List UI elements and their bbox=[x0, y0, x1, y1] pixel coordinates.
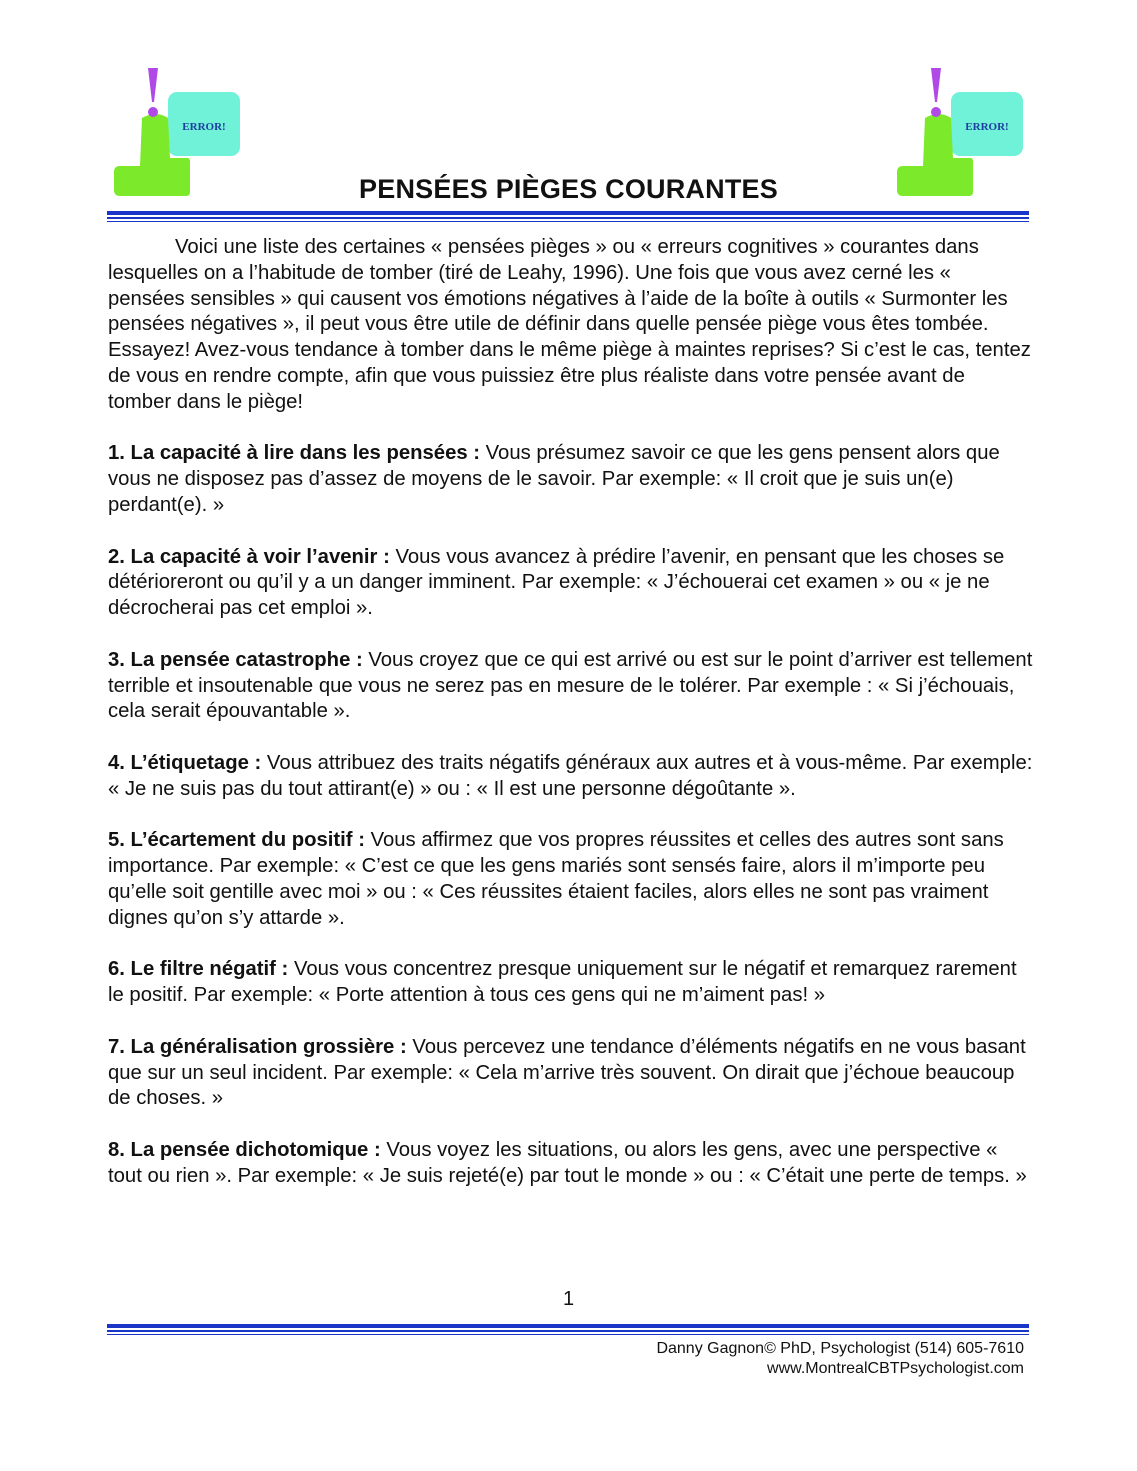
website-url: www.MontrealCBTPsychologist.com bbox=[767, 1360, 1024, 1377]
trap-label: 3. La pensée catastrophe : bbox=[108, 648, 363, 671]
intro-paragraph: Voici une liste des certaines « pensées pièges » ou « erreurs cognitives » courantes dans lesquelles on a l’habitude de tomber (tiré de Leahy, 1996). Une fois que vous avez cerné les « pensées sensibles » qui causent vos émotions négatives à l’aide de la boîte à outils « Surmonter les pensées négatives », il peut vous être utile de définir dans quelle pensée piège vous êtes tombée. Essayez! Avez-vous tendance à tomber dans le même piège à maintes reprises? Si c’est le cas, tentez de vous en rendre compte, afin que vous puissiez être plus réaliste dans votre pensée avant de tomber dans le piège! bbox=[108, 236, 1031, 413]
document-body bbox=[108, 235, 1033, 1215]
trap-item-7 bbox=[108, 1035, 1033, 1112]
trap-label: 8. La pensée dichotomique : bbox=[108, 1138, 381, 1161]
author-contact: Danny Gagnon© PhD, Psychologist (514) 605-7610 bbox=[656, 1340, 1024, 1357]
trap-item-6 bbox=[108, 957, 1033, 1009]
trap-item-8 bbox=[108, 1138, 1033, 1190]
trap-description: Vous affirmez que vos propres réussites et celles des autres sont sans importance. Par exemple: « C’est ce que les gens mariés sont sensés faire, alors il m’importe peu qu’elle soit gentille avec moi » ou : « Ces réussites étaient faciles, alors elles ne sont pas vraiment dignes qu’on s’y attarde ». bbox=[108, 829, 1004, 929]
trap-item-1 bbox=[108, 441, 1033, 518]
page-number: 1 bbox=[562, 1288, 575, 1310]
trap-label: 6. Le filtre négatif : bbox=[108, 958, 289, 981]
page-title: PENSÉES PIÈGES COURANTES bbox=[359, 174, 778, 204]
footer-divider bbox=[107, 1324, 1029, 1335]
trap-label: 4. L’étiquetage : bbox=[108, 751, 262, 774]
trap-description: Vous attribuez des traits négatifs généraux aux autres et à vous-même. Par exemple: « Je ne suis pas du tout attirant(e) » ou : « Il est une personne dégoûtante ». bbox=[108, 751, 1033, 800]
header-divider bbox=[107, 211, 1029, 222]
trap-label: 2. La capacité à voir l’avenir : bbox=[108, 545, 390, 568]
trap-item-5 bbox=[108, 828, 1033, 931]
trap-item-2 bbox=[108, 545, 1033, 622]
footer bbox=[656, 1339, 1024, 1379]
trap-description: Vous vous concentrez presque uniquement sur le négatif et remarquez rarement le positif. Par exemple: « Porte attention à tous ces gens qui ne m’aiment pas! » bbox=[108, 958, 1017, 1007]
logo-label: ERROR! bbox=[965, 121, 1009, 133]
trap-description: Vous voyez les situations, ou alors les gens, avec une perspective « tout ou rien ». Par exemple: « Je suis rejeté(e) par tout le monde » ou : « C’était une perte de temps. » bbox=[108, 1138, 1027, 1187]
trap-description: Vous présumez savoir ce que les gens pensent alors que vous ne disposez pas d’assez de moyens de le savoir. Par exemple: « Il croit que je suis un(e) perdant(e). » bbox=[108, 442, 1000, 516]
trap-item-3 bbox=[108, 648, 1033, 725]
trap-description: Vous croyez que ce qui est arrivé ou est sur le point d’arriver est tellement terrible et insoutenable que vous ne serez pas en mesure de le tolérer. Par exemple : « Si j’échouais, cela serait épouvantable ». bbox=[108, 648, 1033, 723]
trap-label: 1. La capacité à lire dans les pensées : bbox=[108, 442, 481, 465]
trap-label: 5. L’écartement du positif : bbox=[108, 829, 365, 852]
trap-label: 7. La généralisation grossière : bbox=[108, 1035, 407, 1058]
logo-label: ERROR! bbox=[182, 121, 226, 133]
trap-description: Vous vous avancez à prédire l’avenir, en pensant que les choses se détérioreront ou qu’il y a un danger imminent. Par exemple: « J’échouerai cet examen » ou « je ne décrocherai pas cet emploi ». bbox=[108, 545, 1005, 620]
trap-description: Vous percevez une tendance d’éléments négatifs en ne vous basant que sur un seul incident. Par exemple: « Cela m’arrive très souvent. On dirait que j’échoue beaucoup de choses. » bbox=[108, 1035, 1026, 1110]
trap-item-4 bbox=[108, 751, 1033, 803]
